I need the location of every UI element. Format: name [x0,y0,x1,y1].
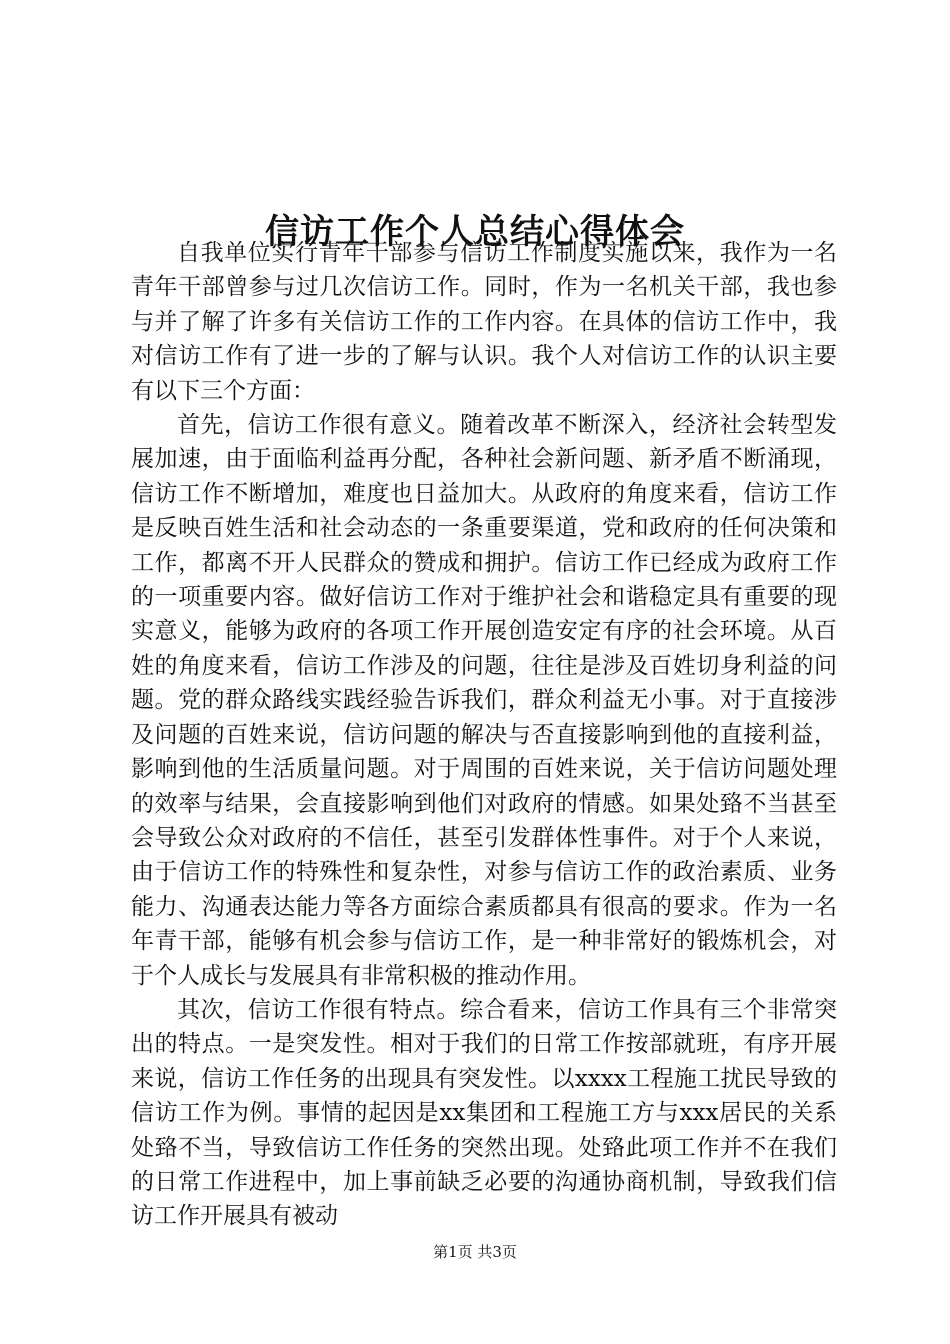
paragraph-second-point: 其次，信访工作很有特点。综合看来，信访工作具有三个非常突出的特点。一是突发性。相对于我们的日常工作按部就班，有序开展来说，信访工作任务的出现具有突发性。以xxxx工程施工扰民导致的信访工作为例。事情的起因是xx集团和工程施工方与xxx居民的关系处臵不当，导致信访工作任务的突然出现。处臵此项工作并不在我们的日常工作进程中，加上事前缺乏必要的沟通协商机制，导致我们信访工作开展具有被动 [131,996,837,1230]
document-body [131,236,837,1234]
paragraph-first-point: 首先，信访工作很有意义。随着改革不断深入，经济社会转型发展加速，由于面临利益再分配，各种社会新问题、新矛盾不断涌现，信访工作不断增加，难度也日益加大。从政府的角度来看，信访工作是反映百姓生活和社会动态的一条重要渠道，党和政府的任何决策和工作，都离不开人民群众的赞成和拥护。信访工作已经成为政府工作的一项重要内容。做好信访工作对于维护社会和谐稳定具有重要的现实意义，能够为政府的各项工作开展创造安定有序的社会环境。从百姓的角度来看，信访工作涉及的问题，往往是涉及百姓切身利益的问题。党的群众路线实践经验告诉我们，群众利益无小事。对于直接涉及问题的百姓来说，信访问题的解决与否直接影响到他的直接利益，影响到他的生活质量问题。对于周围的百姓来说，关于信访问题处理的效率与结果，会直接影响到他们对政府的情感。如果处臵不当甚至会导致公众对政府的不信任，甚至引发群体性事件。对于个人来说，由于信访工作的特殊性和复杂性，对参与信访工作的政治素质、业务能力、沟通表达能力等各方面综合素质都具有很高的要求。作为一名年青干部，能够有机会参与信访工作，是一种非常好的锻炼机会，对于个人成长与发展具有非常积极的推动作用。 [131,412,837,989]
paragraph-intro: 自我单位实行青年干部参与信访工作制度实施以来，我作为一名青年干部曾参与过几次信访工作。同时，作为一名机关干部，我也参与并了解了许多有关信访工作的工作内容。在具体的信访工作中，我对信访工作有了进一步的了解与认识。我个人对信访工作的认识主要有以下三个方面： [131,240,837,404]
page-number-footer: 第1页 共3页 [433,1243,517,1261]
document-title: 信访工作个人总结心得体会 [265,211,685,252]
